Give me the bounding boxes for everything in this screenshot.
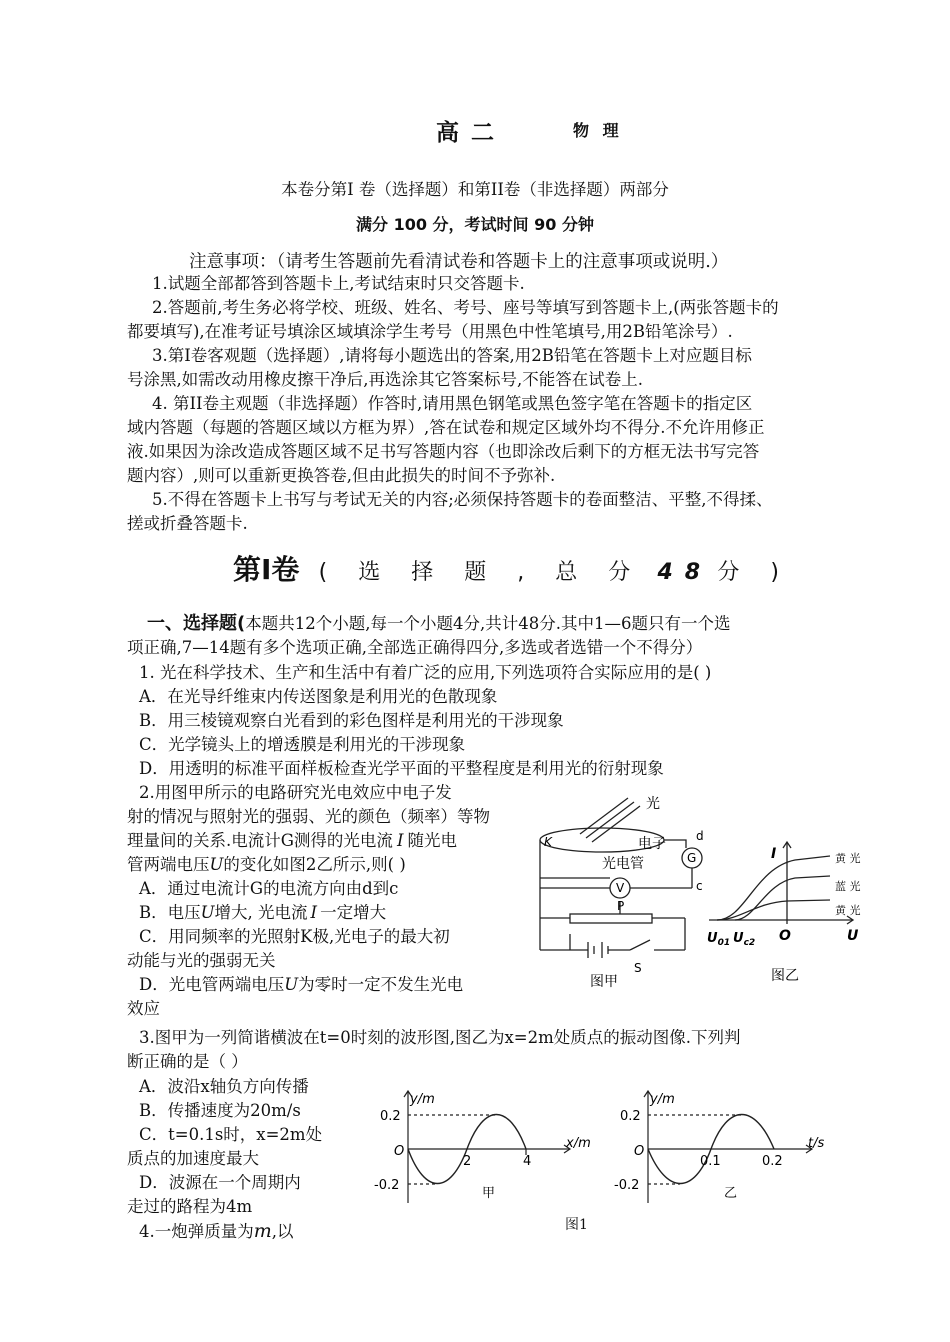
svg-text:V: V (616, 881, 625, 895)
exam-title: 高 二 (436, 120, 497, 146)
note-line: 液.如果因为涂改造成答题区域不足书写答题内容（也即涂改后剩下的方框无法书写完答 (127, 442, 760, 461)
svg-text:光: 光 (646, 796, 660, 812)
question-stem: 4.一炮弹质量为m,以 (139, 1220, 294, 1242)
svg-text:S: S (634, 961, 642, 975)
notes-heading: 注意事项：（请考生答题前先看清试卷和答题卡上的注意事项或说明.） (189, 252, 729, 272)
svg-text:黄 光: 黄 光 (835, 852, 861, 865)
question-stem: 2.用图甲所示的电路研究光电效应中电子发 (139, 783, 452, 802)
svg-text:c: c (696, 879, 703, 893)
svg-text:图甲: 图甲 (590, 974, 618, 990)
option-c: C．用同频率的光照射K极,光电子的最大初 (139, 927, 450, 946)
option-d: D．波源在一个周期内 (139, 1173, 301, 1192)
svg-text:0.1: 0.1 (700, 1154, 721, 1169)
svg-text:K: K (544, 835, 552, 849)
note-line: 3.第Ⅰ卷客观题（选择题）,请将每小题选出的答案,用2B铅笔在答题卡上对应题目标 (152, 346, 752, 365)
note-line: 都要填写),在准考证号填涂区域填涂学生考号（用黑色中性笔填号,用2B铅笔涂号）. (127, 322, 733, 341)
score-line: 满分 100 分，考试时间 90 分钟 (356, 215, 594, 234)
option-b: B．电压U增大, 光电流 I 一定增大 (139, 903, 387, 922)
section-title: 第Ⅰ卷 ( 选 择 题 , 总 分 48 分 ) (233, 553, 791, 586)
svg-text:O: O (779, 928, 791, 944)
question-stem: 射的情况与照射光的强弱、光的颜色（频率）等物 (127, 807, 490, 826)
option-a: A．通过电流计G的电流方向由d到c (139, 879, 399, 898)
svg-text:y/m: y/m (650, 1092, 675, 1107)
svg-text:图乙: 图乙 (771, 968, 799, 984)
option-d-cont: 走过的路程为4m (127, 1197, 253, 1216)
svg-text:I: I (771, 846, 777, 862)
svg-text:d: d (696, 829, 704, 843)
svg-text:乙: 乙 (724, 1186, 738, 1201)
note-line: 域内答题（每题的答题区域以方框为界）,答在试卷和规定区域外均不得分.不允许用修正 (127, 418, 765, 437)
oscillation-graph (612, 1085, 827, 1215)
svg-text:U: U (847, 928, 859, 944)
circuit-diagram (530, 790, 705, 1000)
iu-graph (705, 838, 865, 988)
part-heading: 一、选择题(本题共12个小题,每一个小题4分,共计48分.其中1—6题只有一个选 (147, 613, 731, 634)
note-line: 5.不得在答题卡上书写与考试无关的内容;必须保持答题卡的卷面整洁、平整,不得揉、 (152, 490, 773, 509)
option-a: A．波沿x轴负方向传播 (139, 1077, 309, 1096)
svg-text:光电管: 光电管 (602, 856, 644, 872)
svg-text:O: O (634, 1144, 645, 1159)
svg-text:甲: 甲 (482, 1186, 496, 1201)
option-d: D．用透明的标准平面样板检查光学平面的平整程度是利用光的衍射现象 (139, 759, 664, 778)
svg-text:0.2: 0.2 (380, 1109, 401, 1124)
note-line: 题内容）,则可以重新更换答卷,但由此损失的时间不予弥补. (127, 466, 556, 485)
part-desc: 项正确,7—14题有多个选项正确,全部选正确得四分,多选或者选错一个不得分） (127, 638, 703, 657)
svg-text:-0.2: -0.2 (374, 1178, 400, 1193)
note-line: 搓或折叠答题卡. (127, 514, 248, 533)
note-line: 4. 第II卷主观题（非选择题）作答时,请用黑色钢笔或黑色签字笔在答题卡的指定区 (152, 394, 753, 413)
svg-text:O: O (394, 1144, 405, 1159)
option-c: C．光学镜头上的增透膜是利用光的干涉现象 (139, 735, 466, 754)
figure-caption: 图1 (565, 1217, 588, 1233)
question-stem: 管两端电压U的变化如图2乙所示,则( ) (127, 855, 406, 874)
wave-graph (370, 1085, 591, 1215)
note-line: 2.答题前,考生务必将学校、班级、姓名、考号、座号等填写到答题卡上,(两张答题卡的 (152, 298, 779, 317)
question-stem: 3.图甲为一列简谐横波在t=0时刻的波形图,图乙为x=2m处质点的振动图像.下列判 (139, 1028, 741, 1047)
svg-text:4: 4 (523, 1154, 532, 1169)
svg-text:2: 2 (463, 1154, 472, 1169)
option-c-cont: 质点的加速度最大 (127, 1149, 259, 1168)
svg-text:黄 光: 黄 光 (835, 904, 861, 917)
option-b: B．用三棱镜观察白光看到的彩色图样是利用光的干涉现象 (139, 711, 564, 730)
note-line: 1.试题全部都答到答题卡上,考试结束时只交答题卡. (152, 274, 525, 293)
question-stem: 1. 光在科学技术、生产和生活中有着广泛的应用,下列选项符合实际应用的是( ) (139, 663, 712, 682)
exam-subject: 物 理 (573, 121, 623, 140)
option-d-cont: 效应 (127, 999, 160, 1018)
svg-text:0.2: 0.2 (620, 1109, 641, 1124)
question-stem: 理量间的关系.电流计G测得的光电流 I 随光电 (127, 831, 457, 850)
svg-text:P: P (617, 899, 625, 913)
option-a: A．在光导纤维束内传送图象是利用光的色散现象 (139, 687, 498, 706)
option-d: D．光电管两端电压U为零时一定不发生光电 (139, 975, 464, 994)
option-c: C．t=0.1s时，x=2m处 (139, 1125, 323, 1144)
svg-text:y/m: y/m (410, 1092, 435, 1107)
svg-text:U01: $U_{01}$ (707, 931, 731, 948)
exam-intro: 本卷分第I 卷（选择题）和第II卷（非选择题）两部分 (281, 180, 669, 199)
svg-text:Uc2: $U_{c2}$ (733, 931, 756, 948)
option-b: B．传播速度为20m/s (139, 1101, 301, 1120)
svg-text:x/m: x/m (566, 1136, 591, 1151)
svg-text:0.2: 0.2 (762, 1154, 783, 1169)
svg-text:G: G (687, 851, 697, 865)
svg-text:-0.2: -0.2 (614, 1178, 640, 1193)
svg-text:电子: 电子 (638, 836, 666, 852)
note-line: 号涂黑,如需改动用橡皮擦干净后,再选涂其它答案标号,不能答在试卷上. (127, 370, 643, 389)
option-c-cont: 动能与光的强弱无关 (127, 951, 276, 970)
svg-text:蓝 光: 蓝 光 (835, 880, 861, 893)
svg-text:t/s: t/s (808, 1136, 825, 1151)
question-stem: 断正确的是（ ） (127, 1052, 248, 1071)
